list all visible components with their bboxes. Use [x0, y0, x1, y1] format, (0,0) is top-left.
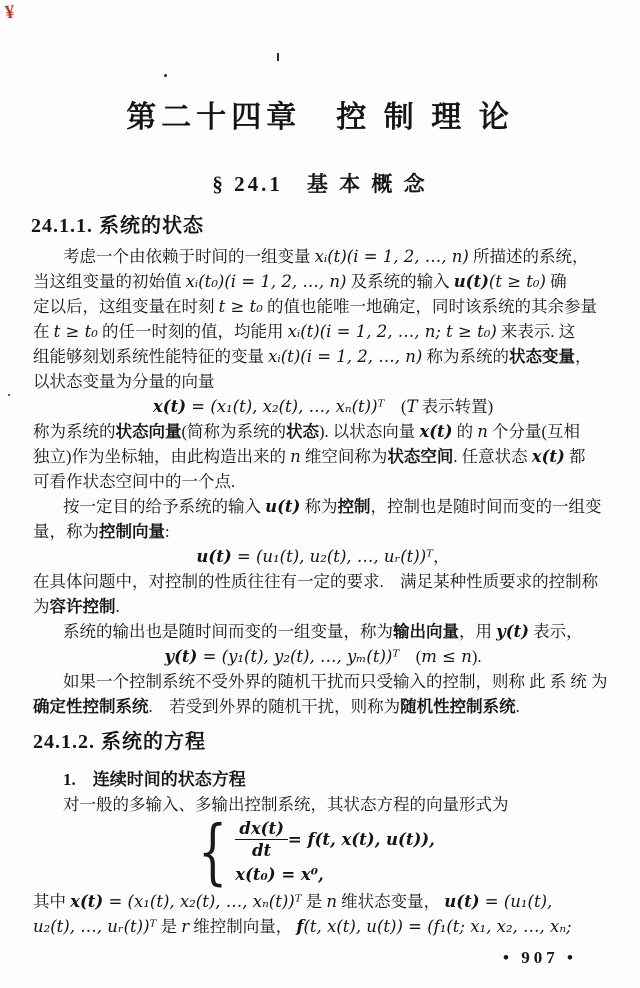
subsection-title-2412 [33, 729, 613, 755]
text-segment: . 任意状态 [453, 447, 532, 466]
text-segment: ). 以状态向量 [319, 422, 420, 441]
text-segment: y(t) [164, 647, 198, 666]
text-segment: 称为系统的 [33, 422, 116, 441]
text-segment: r [181, 917, 190, 936]
text-segment: (简称为系统的 [181, 422, 286, 441]
text-segment: 状态 [286, 422, 319, 441]
text-segment: ，用 [459, 622, 497, 641]
text-segment: x(t) [70, 892, 104, 911]
text-line [33, 244, 613, 269]
text-segment: u(t) [265, 497, 301, 516]
text-segment: 都 [564, 447, 586, 466]
text-segment: (t ≥ t₀) [488, 272, 546, 291]
text-segment: 的值也能唯一地确定，同时该系统的其余参量 [262, 297, 597, 316]
text-segment: xᵢ(t₀)(i = 1, 2, …, n) [185, 272, 347, 291]
text-segment: u(t) [453, 272, 489, 291]
text-line [33, 619, 613, 644]
text-segment: 是 [156, 917, 182, 936]
text-segment: 所描述的系统， [468, 247, 589, 266]
text-line [33, 269, 613, 294]
state-equation-system: { $\frac{dx(t)}{dt}$ = f(t, x(t), u(t)), x(t₀) = x⁰, [198, 819, 613, 883]
text-segment: 可看作状态空间中的一个点. [33, 472, 236, 491]
text-segment: x(t) [419, 422, 453, 441]
text-segment: 随机性控制系统 [400, 697, 516, 716]
text-segment: ( [399, 647, 422, 666]
text-line [33, 469, 613, 494]
text-segment: u(t) [444, 892, 480, 911]
text-segment: 控制 [337, 497, 371, 516]
text-segment: 是 [301, 892, 327, 911]
text-line [33, 494, 613, 519]
text-segment: 对一般的多输入、多输出控制系统，其状态方程的向量形式为 [63, 795, 509, 814]
text-segment: 表示， [528, 622, 583, 641]
text-line [33, 444, 613, 469]
text-segment: xᵢ(t)(i = 1, 2, …, n) [314, 247, 469, 266]
text-segment: m ≤ n [421, 647, 472, 666]
scan-speck [277, 53, 279, 61]
text-segment: ( [384, 397, 407, 416]
equation-line [33, 644, 613, 669]
text-segment: y(t) [496, 622, 529, 641]
text-segment: 在 [33, 322, 54, 341]
text-line [33, 419, 613, 444]
text-segment: ). [471, 647, 482, 666]
text-segment: f [296, 917, 304, 936]
text-line [33, 369, 613, 394]
text-line [33, 319, 613, 344]
text-line [33, 519, 613, 544]
scan-speck [8, 394, 10, 396]
text-segment: 确定性控制系统 [33, 697, 149, 716]
text-segment: 维控制向量， [189, 917, 297, 936]
text-segment: 状态变量 [508, 347, 575, 366]
text-segment: t ≥ t₀ [218, 297, 263, 316]
text-segment: t ≥ t₀ [53, 322, 98, 341]
text-segment: = (u₁(t), u₂(t), …, uᵣ(t))ᵀ [231, 547, 434, 566]
section-title: § 24.1 基 本 概 念 [212, 172, 428, 196]
text-segment: 称为 [300, 497, 338, 516]
text-segment: 如果一个控制系统不受外界的随机干扰而只受输入的控制，则称 此 系 统 为 [63, 672, 608, 691]
text-segment: 控制向量 [99, 522, 165, 541]
text-segment: = (y₁(t), y₂(t), …, yₘ(t))ᵀ [197, 647, 400, 666]
text-segment: n [477, 422, 488, 441]
text-segment: 容许控制 [49, 597, 116, 616]
text-segment: 维状态变量， [337, 892, 445, 911]
text-segment: T [406, 397, 418, 416]
text-line [33, 569, 613, 594]
text-line [33, 889, 613, 914]
text-segment: = (x₁(t), x₂(t), …, xₙ(t))ᵀ [186, 397, 385, 416]
text-segment: 组能够刻划系统性能特征的变量 [33, 347, 269, 366]
text-line [33, 767, 613, 792]
text-segment: 的任一时刻的值，均能用 [97, 322, 288, 341]
text-segment: xᵢ(t)(i = 1, 2, …, n) [268, 347, 423, 366]
text-segment: = (x₁(t), x₂(t), …, xₙ(t))ᵀ [103, 892, 302, 911]
text-segment: 及系统的输入 [346, 272, 454, 291]
text-line [33, 792, 613, 817]
text-segment: : [165, 522, 170, 541]
derivative-fraction: $\frac{dx(t)}{dt}$ [235, 819, 288, 860]
text-line [33, 669, 613, 694]
text-segment: 状态向量 [115, 422, 182, 441]
text-line [33, 594, 613, 619]
text-segment: 1. 连续时间的状态方程 [63, 770, 246, 789]
text-segment: 输出向量 [393, 622, 459, 641]
text-segment: 状态空间 [387, 447, 454, 466]
text-segment: n [326, 892, 338, 911]
page-number: • 907 • [503, 948, 577, 967]
text-line [33, 294, 613, 319]
text-segment: 为 [33, 597, 50, 616]
text-segment: 在具体问题中，对控制的性质往往有一定的要求. 满足某种性质要求的控制称 [33, 572, 599, 591]
text-segment: . [515, 697, 520, 716]
document-body [33, 244, 613, 939]
text-segment: (t, x(t), u(t)) = (f₁(t; x₁, x₂, …, xₙ; [303, 917, 572, 936]
text-segment: x(t) [152, 397, 186, 416]
equation-line [33, 394, 613, 419]
text-segment: 的 [452, 422, 478, 441]
red-pen-mark: ¥ [4, 1, 16, 24]
text-segment: ，控制也是随时间而变的一组变 [370, 497, 602, 516]
text-segment: 其中 [33, 892, 71, 911]
text-segment: ， [433, 547, 450, 566]
text-segment: = (u₁(t), [479, 892, 553, 911]
text-segment: n [290, 447, 301, 466]
text-segment: u(t) [196, 547, 232, 566]
text-segment: 当这组变量的初始值 [33, 272, 186, 291]
text-segment: 按一定目的给予系统的输入 [63, 497, 266, 516]
text-segment: 量，称为 [33, 522, 99, 541]
text-segment: 个分量(互相 [487, 422, 580, 441]
text-segment: . [115, 597, 120, 616]
chapter-title: 第二十四章 控 制 理 论 [126, 101, 514, 134]
scan-speck [164, 74, 167, 77]
text-segment: 表示转置) [417, 397, 494, 416]
text-line [33, 694, 613, 719]
equation-line [33, 544, 613, 569]
text-segment: 确 [546, 272, 567, 291]
text-segment: ， [574, 347, 592, 366]
text-segment: 系统的输出也是随时间而变的一组变量，称为 [63, 622, 393, 641]
text-segment: 考虑一个由依赖于时间的一组变量 [63, 247, 315, 266]
text-segment: . 若受到外界的随机干扰，则称为 [148, 697, 401, 716]
text-segment: xᵢ(t)(i = 1, 2, …, n; t ≥ t₀) [287, 322, 497, 341]
subsection-title-2411: 24.1.1. 系统的状态 [31, 215, 204, 237]
text-segment: 以状态变量为分量的向量 [33, 372, 215, 391]
text-segment: 维空间称为 [300, 447, 388, 466]
text-line [33, 914, 613, 939]
text-segment: 定以后，这组变量在时刻 [33, 297, 219, 316]
text-segment: x(t) [531, 447, 565, 466]
text-segment: 独立)作为坐标轴，由此构造出来的 [33, 447, 291, 466]
text-segment: 24.1.2. 系统的方程 [33, 731, 206, 753]
text-line [33, 344, 613, 369]
text-segment: u₂(t), …, uᵣ(t))ᵀ [33, 917, 157, 936]
brace-glyph: { [198, 809, 228, 893]
text-segment: 来表示. 这 [496, 322, 576, 341]
text-segment: 称为系统的 [422, 347, 509, 366]
